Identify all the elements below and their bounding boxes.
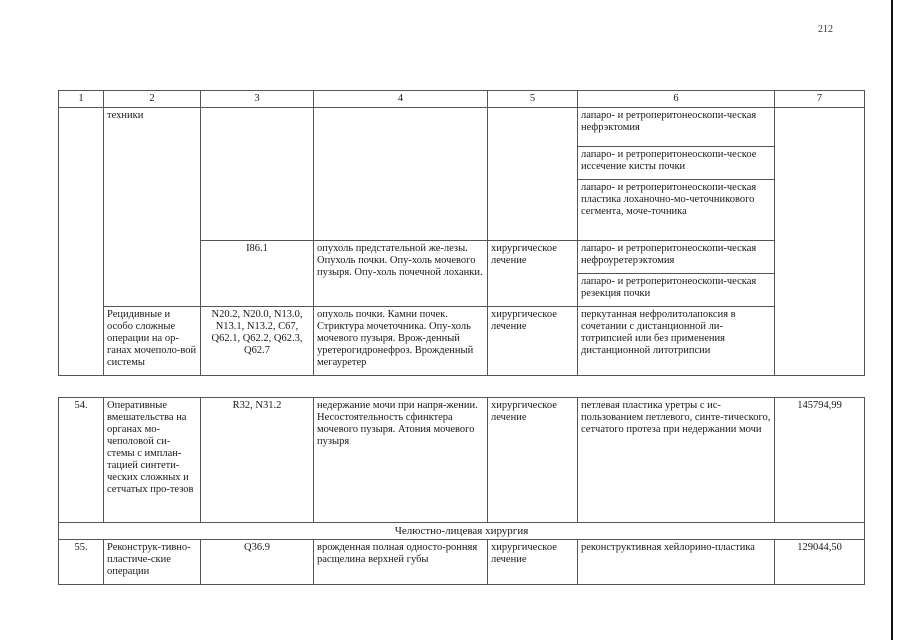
table-header-row	[59, 91, 865, 108]
diagnosis-cell: врожденная полная односто-ронняя расщелина верхней губы	[314, 540, 488, 585]
codes-cell: I86.1	[201, 241, 314, 307]
header-cell: 4	[314, 91, 488, 108]
procedure-name-cell: техники	[104, 108, 201, 307]
treatment-cell	[488, 108, 578, 241]
page-number: 212	[818, 24, 833, 35]
diagnosis-cell: недержание мочи при напря-жении. Несостоятельность сфинктера мочевого пузыря. Атония мочевого пузыря	[314, 398, 488, 523]
header-cell: 1	[59, 91, 104, 108]
treatment-cell: хирургическое лечение	[488, 540, 578, 585]
method-cell: лапаро- и ретроперитонеоскопи-ческая нефрэктомия	[578, 108, 775, 147]
codes-cell	[201, 108, 314, 241]
price-cell: 145794,99	[775, 398, 865, 523]
table-row	[59, 398, 865, 523]
header-cell: 3	[201, 91, 314, 108]
section-row	[59, 523, 865, 540]
price-cell: 129044,50	[775, 540, 865, 585]
table-row	[59, 108, 865, 147]
method-cell: лапаро- и ретроперитонеоскопи-ческая резекция почки	[578, 274, 775, 307]
header-cell: 2	[104, 91, 201, 108]
diagnosis-cell: опухоль почки. Камни почек. Стриктура мочеточника. Опу-холь мочевого пузыря. Врож-денный уретерогидронефроз. Врожденный мегауретер	[314, 307, 488, 376]
treatment-cell: хирургическое лечение	[488, 241, 578, 307]
method-cell: лапаро- и ретроперитонеоскопи-ческая пластика лоханочно-мо-четочникового сегмента, моче-точника	[578, 180, 775, 241]
procedure-name-cell: Реконструк-тивно-пластиче-ские операции	[104, 540, 201, 585]
method-cell: лапаро- и ретроперитонеоскопи-ческое иссечение кисты почки	[578, 147, 775, 180]
row-number: 55.	[59, 540, 104, 585]
header-cell: 5	[488, 91, 578, 108]
method-cell: перкутанная нефролитолапоксия в сочетании с дистанционной ли-тотрипсией или без применения дистанционной литотрипсии	[578, 307, 775, 376]
header-cell: 6	[578, 91, 775, 108]
procedure-table	[58, 90, 865, 376]
diagnosis-cell	[314, 108, 488, 241]
treatment-cell: хирургическое лечение	[488, 398, 578, 523]
procedure-table-continued	[58, 397, 865, 585]
header-cell: 7	[775, 91, 865, 108]
codes-cell: Q36.9	[201, 540, 314, 585]
row-number-cell	[59, 108, 104, 376]
method-cell: лапаро- и ретроперитонеоскопи-ческая нефроуретерэктомия	[578, 241, 775, 274]
treatment-cell: хирургическое лечение	[488, 307, 578, 376]
section-title: Челюстно-лицевая хирургия	[59, 523, 865, 540]
codes-cell: N20.2, N20.0, N13.0, N13.1, N13.2, C67, Q62.1, Q62.2, Q62.3, Q62.7	[201, 307, 314, 376]
procedure-name-cell: Рецидивные и особо сложные операции на ор-ганах мочеполо-вой системы	[104, 307, 201, 376]
diagnosis-cell: опухоль предстательной же-лезы. Опухоль почки. Опу-холь мочевого пузыря. Опу-холь почечной лоханки.	[314, 241, 488, 307]
table-row	[59, 540, 865, 585]
method-cell: петлевая пластика уретры с ис-пользованием петлевого, синте-тического, сетчатого протеза при недержании мочи	[578, 398, 775, 523]
table-row	[59, 307, 865, 376]
row-number: 54.	[59, 398, 104, 523]
codes-cell: R32, N31.2	[201, 398, 314, 523]
page-edge-rule	[891, 0, 893, 640]
method-cell: реконструктивная хейлорино-пластика	[578, 540, 775, 585]
price-cell	[775, 108, 865, 376]
procedure-name-cell: Оперативные вмешательства на органах мо-чеполовой си-стемы с имплан-тацией синтети-ческих сложных и сетчатых про-тезов	[104, 398, 201, 523]
